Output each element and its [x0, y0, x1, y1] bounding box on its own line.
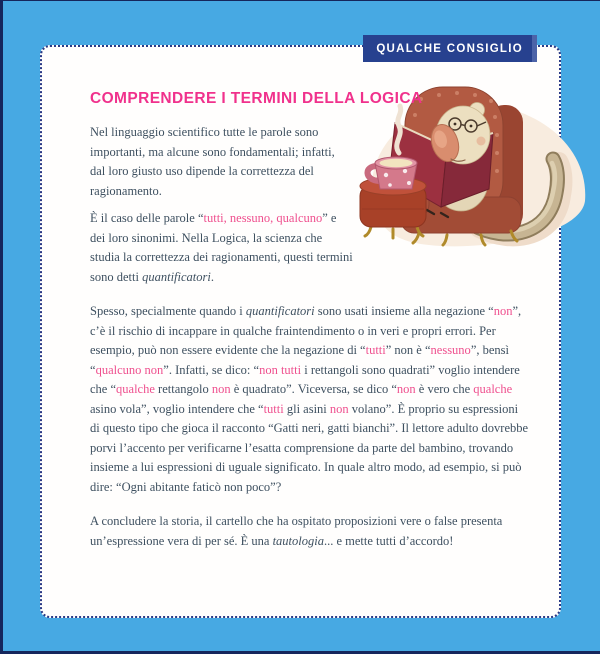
- paragraph-1: Nel linguaggio scientifico tutte le parole sono importanti, ma alcune sono fondamentali; infatti, dal loro giusto uso dipende la correttezza del ragionamento.: [90, 125, 335, 198]
- illustration: [359, 123, 589, 247]
- corner-badge: [363, 35, 537, 62]
- page-content: [42, 47, 559, 551]
- badge-label: QUALCHE CONSIGLIO: [376, 42, 523, 55]
- paragraph-2: È il caso delle parole “tutti, nessuno, qualcuno” e dei loro sinonimi. Nella Logica, la scienza che studia la correttezza dei ragionamenti, questi termini sono detti quantificatori.: [90, 211, 353, 284]
- page-title: COMPRENDERE I TERMINI DELLA LOGICA: [90, 90, 423, 107]
- book-page-sheet: [40, 42, 561, 618]
- paragraph-4: A concludere la storia, il cartello che ha ospitato proposizioni vere o false presenta un’espressione vera di per sé. È una tautologia... e mette tutti d’accordo!: [90, 514, 503, 548]
- cheek-blush: [477, 137, 486, 146]
- paragraph-3: Spesso, specialmente quando i quantificatori sono usati insieme alla negazione “non”, c’è il rischio di incappare in qualche fraintendimento o in veri e propri errori. Per esempio, può non essere evidente che la negazione di “tutti” non è “nessuno”, bensì “qualcuno non”. Infatti, se dico: “non tutti i rettangoli sono quadrati” voglio intendere che “qualche rettangolo non è quadrato”. Viceversa, se dico “non è vero che qualche asino vola”, voglio intendere che “tutti gli asini non volano”. È proprio su espressioni di questo tipo che gioca il racconto “Gatti neri, gatti bianchi”. Il lettore adulto dovrebbe porvi l’accento per verificarne l’esatta comprensione da parte del bambino, trovando insieme a lui espressioni di uguale significato. In quale altro modo, ad esempio, si può dire: “Ogni abitante faticò non poco”?: [90, 304, 529, 494]
